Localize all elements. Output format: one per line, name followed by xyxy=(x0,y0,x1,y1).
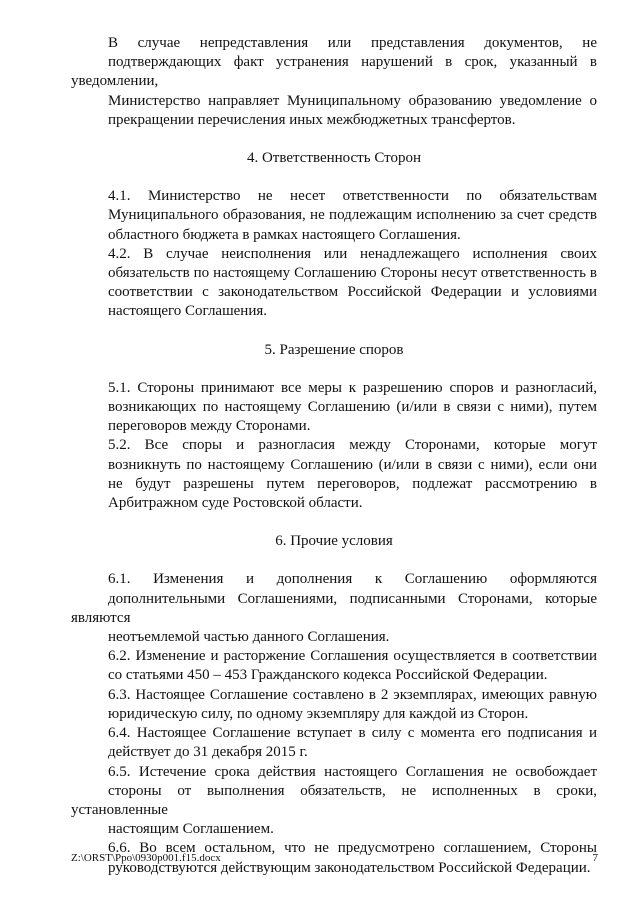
section-heading-6: 6. Прочие условия xyxy=(275,533,393,550)
text-line: 6.6. Во всем остальном, что не предусмотрено соглашением, Стороны xyxy=(108,840,597,857)
text-line: областного бюджета в рамках настоящего Соглашения. xyxy=(108,226,461,243)
text-line: 6.5. Истечение срока действия настоящего Соглашения не освобождает xyxy=(108,763,597,780)
text-line: действует до 31 декабря 2015 г. xyxy=(108,744,308,761)
text-line: со статьями 450 – 453 Гражданского кодекса Российской Федерации. xyxy=(108,667,548,684)
paragraph-4-2 xyxy=(71,245,597,322)
paragraph-5-2 xyxy=(71,436,597,513)
text-line: настоящего Соглашения. xyxy=(108,303,268,320)
text-line: 5.2. Все споры и разногласия между Сторонами, которые могут xyxy=(108,437,597,454)
text-line: 6.1. Изменения и дополнения к Соглашению оформляются xyxy=(108,571,597,588)
text-line: настоящим Соглашением. xyxy=(108,821,274,838)
text-line: не будут разрешены путем переговоров, подлежат рассмотрению в xyxy=(108,475,597,492)
text-line: Арбитражном суде Ростовской области. xyxy=(108,495,363,512)
paragraph-5-1 xyxy=(71,379,597,437)
section-heading-4: 4. Ответственность Сторон xyxy=(246,150,422,167)
text-line: стороны от выполнения обязательств, не исполненных в сроки, установленные xyxy=(71,782,597,818)
section-heading-5: 5. Разрешение споров xyxy=(264,341,404,358)
text-line: руководствуются действующим законодательством Российской Федерации. xyxy=(108,859,591,876)
paragraph-6-3 xyxy=(71,686,597,724)
text-line: дополнительными Соглашениями, подписанными Сторонами, которые являются xyxy=(71,590,597,626)
paragraph-6-4 xyxy=(71,724,597,762)
text-line: Министерство направляет Муниципальному образованию уведомление о xyxy=(108,92,597,109)
text-line: возникающих по настоящему Соглашению (и/или в связи с ними), путем xyxy=(108,399,597,416)
text-line: неотъемлемой частью данного Соглашения. xyxy=(108,629,390,646)
text-line: переговоров между Сторонами. xyxy=(108,418,311,435)
text-line: подтверждающих факт устранения нарушений в срок, указанный в уведомлении, xyxy=(71,54,597,90)
footer-file-path: Z:\ORST\Ppo\0930p001.f15.docx xyxy=(71,852,221,864)
text-line: 4.1. Министерство не несет ответственности по обязательствам xyxy=(108,188,597,205)
text-line: 5.1. Стороны принимают все меры к разрешению споров и разногласий, xyxy=(108,379,597,396)
paragraph-6-1 xyxy=(71,570,597,647)
text-line: юридическую силу, по одному экземпляру для каждой из Сторон. xyxy=(108,705,529,722)
paragraph-4-1 xyxy=(71,187,597,245)
page-number: 7 xyxy=(592,852,598,864)
text-line: обязательств по настоящему Соглашению Стороны несут ответственность в xyxy=(108,265,597,282)
text-line: 4.2. В случае неисполнения или ненадлежащего исполнения своих xyxy=(108,245,597,262)
paragraph-6-5 xyxy=(71,763,597,840)
text-line: соответствии с законодательством Российской Федерации и условиями xyxy=(108,284,597,301)
text-line: 6.4. Настоящее Соглашение вступает в силу с момента его подписания и xyxy=(108,725,597,742)
text-line: 6.3. Настоящее Соглашение составлено в 2 экземплярах, имеющих равную xyxy=(108,686,597,703)
text-line: В случае непредставления или представления документов, не xyxy=(108,35,597,51)
text-line: возникнуть по настоящему Соглашению (и/или в связи с ними), если они xyxy=(108,456,597,473)
intro-paragraph xyxy=(71,34,597,130)
text-line: Муниципального образования, не подлежащим исполнению за счет средств xyxy=(108,207,597,224)
document-body xyxy=(71,34,597,878)
text-line: 6.2. Изменение и расторжение Соглашения осуществляется в соответствии xyxy=(108,648,597,665)
text-line: прекращении перечисления иных межбюджетных трансфертов. xyxy=(108,111,516,128)
paragraph-6-2 xyxy=(71,647,597,685)
